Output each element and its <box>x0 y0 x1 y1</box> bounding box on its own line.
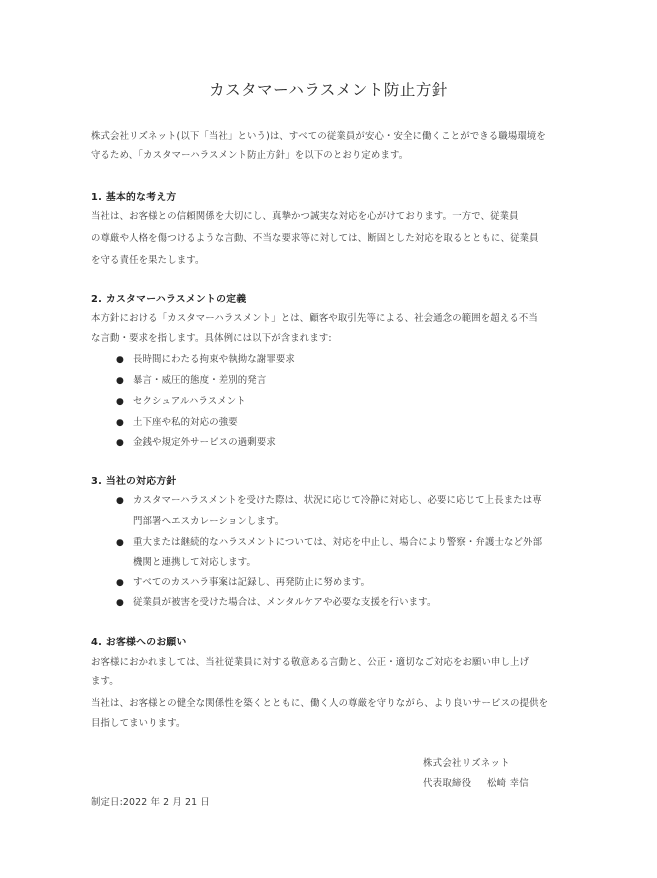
section-4-line-3: 当社は、お客様との健全な関係性を築くとともに、働く人の尊厳を守りながら、より良いサービスの提供を <box>91 698 549 709</box>
signature-name: 松崎 幸信 <box>487 778 529 789</box>
bullet-icon: ● <box>116 538 124 548</box>
bullet-icon: ● <box>116 397 124 407</box>
document-title: カスタマーハラスメント防止方針 <box>209 81 448 99</box>
section-3-bullet-2-line-1: 重大または継続的なハラスメントについては、対応を中止し、場合により警察・弁護士など外部 <box>133 537 543 548</box>
section-2-line-2: な言動・要求を指します。具体例には以下が含まれます: <box>91 333 332 344</box>
section-3-bullet-1-line-2: 門部署へエスカレーションします。 <box>133 516 285 527</box>
section-2-bullet-3: セクシュアルハラスメント <box>133 396 246 407</box>
signature-company: 株式会社リズネット <box>423 758 510 769</box>
bullet-icon: ● <box>116 598 124 608</box>
bullet-icon: ● <box>116 376 124 386</box>
bullet-icon: ● <box>116 578 124 588</box>
section-4-line-4: 目指してまいります。 <box>91 718 186 729</box>
section-3-heading: 3. 当社の対応方針 <box>91 476 177 487</box>
section-4-heading: 4. お客様へのお願い <box>91 637 187 648</box>
bullet-icon: ● <box>116 438 124 448</box>
intro-line-1: 株式会社リズネット(以下「当社」という)は、すべての従業員が安心・安全に働くことができる職場環境を <box>91 131 546 142</box>
section-2-bullet-5: 金銭や規定外サービスの過剰要求 <box>133 437 276 448</box>
bullet-icon: ● <box>116 496 124 506</box>
section-4-line-2: ます。 <box>91 676 119 687</box>
section-2-bullet-1: 長時間にわたる拘束や執拗な謝罪要求 <box>133 354 295 365</box>
section-3-bullet-3: すべてのカスハラ事案は記録し、再発防止に努めます。 <box>133 577 371 588</box>
enacted-date: 制定日:2022 年 2 月 21 日 <box>91 797 210 808</box>
bullet-icon: ● <box>116 418 124 428</box>
section-1-line-1: 当社は、お客様との信頼関係を大切にし、真摯かつ誠実な対応を心がけております。一方で、従業員 <box>91 211 519 222</box>
section-3-bullet-2-line-2: 機関と連携して対応します。 <box>133 557 257 568</box>
intro-line-2: 守るため、「カスタマーハラスメント防止方針」を以下のとおり定めます。 <box>91 150 409 161</box>
section-4-line-1: お客様におかれましては、当社従業員に対する敬意ある言動と、公正・適切なご対応をお願い申し上げ <box>91 657 530 668</box>
section-2-bullet-4: 土下座や私的対応の強要 <box>133 417 238 428</box>
bullet-icon: ● <box>116 355 124 365</box>
section-3-bullet-4: 従業員が被害を受けた場合は、メンタルケアや必要な支援を行います。 <box>133 597 437 608</box>
section-1-heading: 1. 基本的な考え方 <box>91 192 177 203</box>
section-1-line-3: を守る責任を果たします。 <box>91 255 205 266</box>
section-2-heading: 2. カスタマーハラスメントの定義 <box>91 294 247 305</box>
section-2-bullet-2: 暴言・威圧的態度・差別的発言 <box>133 375 267 386</box>
signature-role: 代表取締役 <box>423 778 472 789</box>
section-1-line-2: の尊厳や人格を傷つけるような言動、不当な要求等に対しては、断固とした対応を取るとともに、従業員 <box>91 233 539 244</box>
section-2-line-1: 本方針における「カスタマーハラスメント」とは、顧客や取引先等による、社会通念の範囲を超える不当 <box>91 313 538 324</box>
section-3-bullet-1-line-1: カスタマーハラスメントを受けた際は、状況に応じて冷静に対応し、必要に応じて上長または専 <box>133 495 542 506</box>
